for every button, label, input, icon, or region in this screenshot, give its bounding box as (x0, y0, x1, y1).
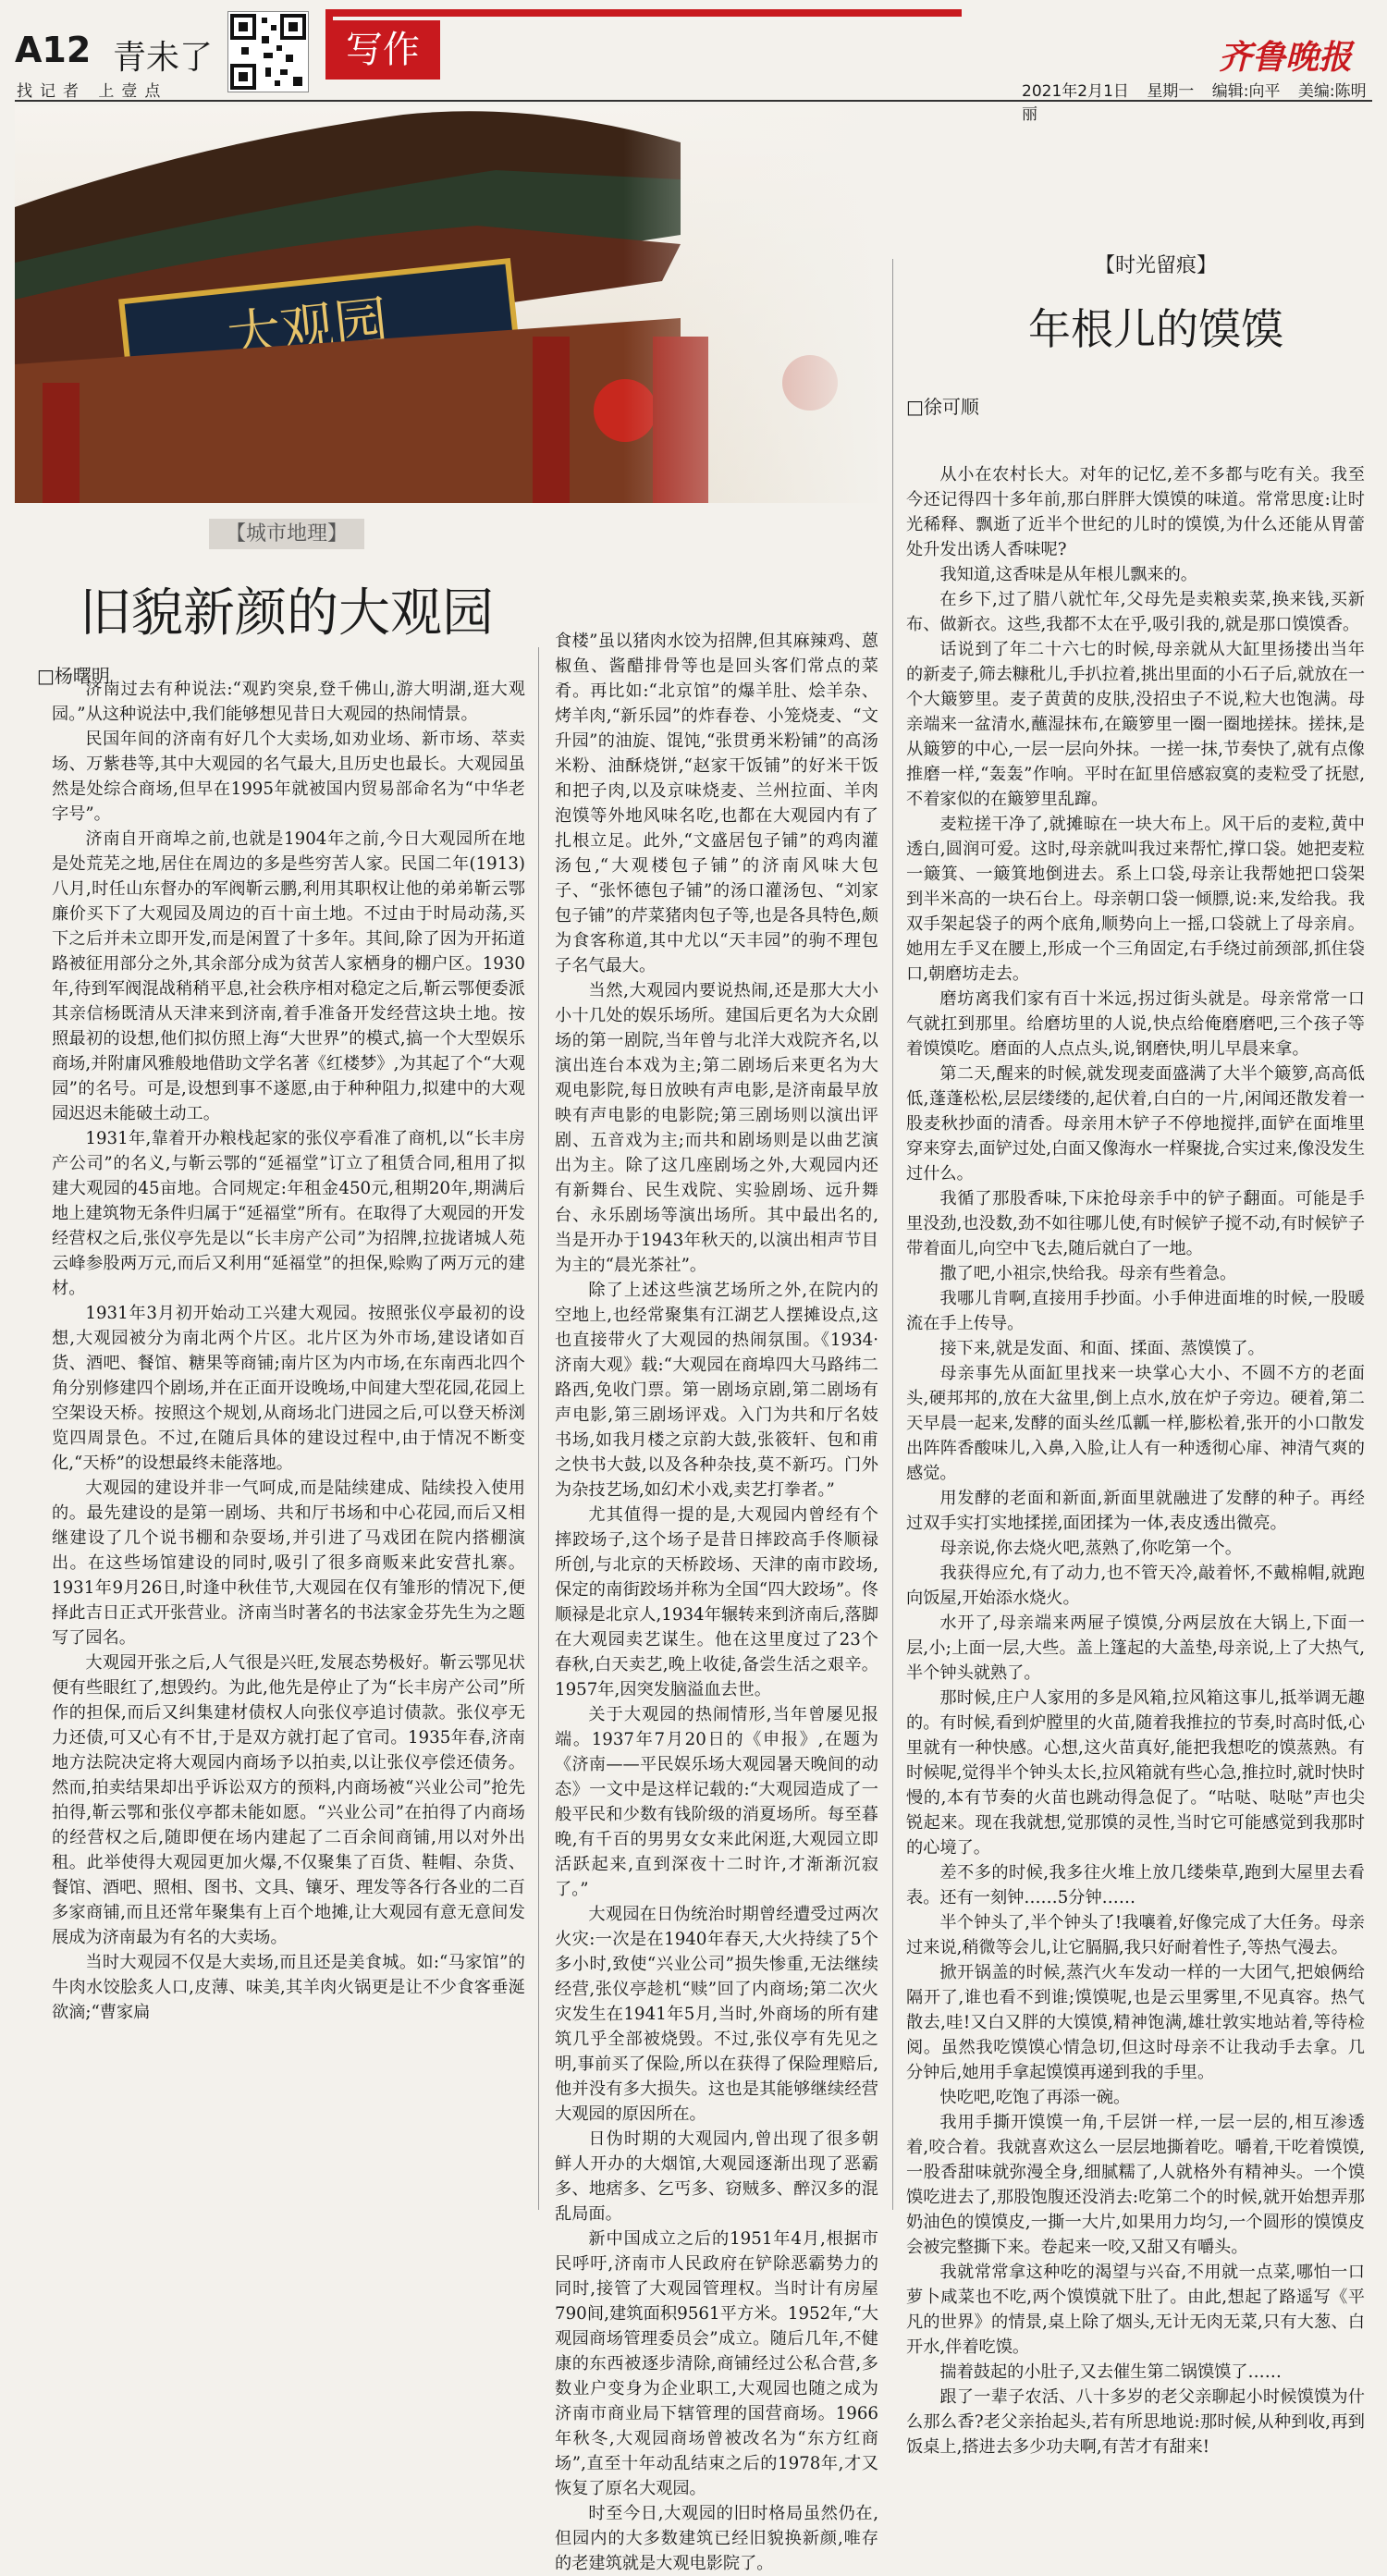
paragraph: 大观园的建设并非一气呵成,而是陆续建成、陆续投入使用的。最先建设的是第一剧场、共和厅书场和中心花园,而后又相继建设了几个说书棚和杂耍场,并引进了马戏团在院内搭棚演出。在这些场馆建设的同时,吸引了很多商贩来此安营扎寨。1931年9月26日,时逢中秋佳节,大观园在仅有雏形的情况下,便择此吉日正式开张营业。济南当时著名的书法家金芬先生为之题写了园名。 (52, 1478, 525, 1648)
left-article-column-2 (555, 629, 878, 2576)
left-kicker: 【城市地理】 (209, 519, 364, 549)
paragraph: 揣着鼓起的小肚子,又去催生第二锅馍馍了…… (939, 2362, 1282, 2382)
paragraph: 母亲事先从面缸里找来一块掌心大小、不圆不方的老面头,硬邦邦的,放在大盆里,倒上点水,放在炉子旁边。硬着,第二天早晨一起来,发酵的面头丝瓜瓤一样,膨松着,张开的小口散发出阵阵香酸味儿,入鼻,入脸,让人有一种透彻心扉、神清气爽的感觉。 (906, 1364, 1365, 1483)
right-kicker: 【时光留痕】 (1094, 254, 1217, 277)
paragraph: 在乡下,过了腊八就忙年,父母先是卖粮卖菜,换来钱,买新布、做新衣。这些,我都不太在乎,吸引我的,就是那口馍馍香。 (906, 590, 1365, 634)
paragraph: 半个钟头了,半个钟头了!我嚷着,好像完成了大任务。母亲过来说,稍微等会儿,让它膈膈,我只好耐着性子,等热气漫去。 (906, 1913, 1365, 1957)
paragraph: 除了上述这些演艺场所之外,在院内的空地上,也经常聚集有江湖艺人摆摊设点,这也直接带火了大观园的热闹氛围。《1934·济南大观》载:“大观园在商埠四大马路纬二路西,免收门票。第一剧场京剧,第二剧场有声电影,第三剧场评戏。入门为共和厅名妓书场,如我月楼之京韵大鼓,张筱轩、包和甫之快书大鼓,以及各种杂技,莫不新巧。门外为杂技艺场,如幻术小戏,卖艺打拳者。” (555, 1281, 878, 1500)
column-tag: 写作 (325, 20, 440, 80)
right-headline: 年根儿的馍馍 (1028, 304, 1283, 354)
paragraph: 我循了那股香味,下床抢母亲手中的铲子翻面。可能是手里没劲,也没数,劲不如往哪儿使,有时候铲子搅不动,有时候铲子带着面儿,向空中飞去,随后就白了一地。 (906, 1189, 1366, 1258)
daguanyuan-gate-photo (15, 105, 884, 503)
column-divider (892, 259, 893, 2210)
designer: 美编:陈明丽 (1022, 82, 1367, 124)
paragraph: 大观园在日伪统治时期曾经遭受过两次火灾:一次是在1940年春天,大火持续了5个多小时,致使“兴业公司”损失惨重,无法继续经营,张仪亭趁机“赎”回了内商场;第二次火灾发生在1941年5月,当时,外商场的所有建筑几乎全部被烧毁。不过,张仪亭有先见之明,事前买了保险,所以在获得了保险理赔后,他并没有多大损失。这也是其能够继续经营大观园的原因所在。 (555, 1905, 878, 2124)
paragraph: 民国年间的济南有好几个大卖场,如劝业场、新市场、萃卖场、万紫巷等,其中大观园的名气最大,且历史也最长。大观园虽然是处综合商场,但早在1995年就被国内贸易部命名为“中华老字号”。 (52, 730, 525, 824)
paragraph: 尤其值得一提的是,大观园内曾经有个摔跤场子,这个场子是昔日摔跤高手佟顺禄所创,与北京的天桥跤场、天津的南市跤场,保定的南街跤场并称为全国“四大跤场”。佟顺禄是北京人,1934年辗转来到济南后,落脚在大观园卖艺谋生。他在这里度过了23个春秋,白天卖艺,晚上收徒,备尝生活之艰辛。1957年,因突发脑溢血去世。 (555, 1505, 878, 1699)
left-article-column-1 (52, 677, 525, 2025)
paragraph: 食楼”虽以猪肉水饺为招牌,但其麻辣鸡、蒽椒鱼、酱醋排骨等也是回头客们常点的菜肴。再比如:“北京馆”的爆羊肚、烩羊杂、烤羊肉,“新乐园”的炸春卷、小笼烧麦、“文升园”的油旋、馄饨,“张贯勇米粉铺”的高汤米粉、油酥烧饼,“赵家干饭铺”的好米干饭和把子肉,以及京味烧麦、兰州拉面、羊肉泡馍等外地风味名吃,也都在大观园内有了扎根立足。此外,“文盛居包子铺”的鸡肉灌汤包,“大观楼包子铺”的济南风味大包子、“张怀德包子铺”的汤口灌汤包、“刘家包子铺”的芹菜猪肉包子等,也是各具特色,颇为食客称道,其中尤以“天丰园”的驹不理包子名气最大。 (555, 632, 878, 975)
paragraph: 话说到了年二十六七的时候,母亲就从大缸里扬搂出当年的新麦子,筛去糠秕儿,手扒拉着,挑出里面的小石子后,就放在一个大簸箩里。麦子黄黄的皮肤,没招虫子不说,粒大也饱满。母亲端来一盆清水,蘸湿抹布,在簸箩里一圈一圈地搓抹。搓抹,是从簸箩的中心,一层一层向外抹。一搓一抹,节奏快了,就有点像推磨一样,“轰轰”作响。平时在缸里倍感寂寞的麦粒受了抚慰,不着家似的在簸箩里乱蹿。 (906, 640, 1366, 809)
page-header (0, 0, 1387, 124)
paragraph: 水开了,母亲端来两屉子馍馍,分两层放在大锅上,下面一层,小;上面一层,大些。盖上篷起的大盖垫,母亲说,上了大热气,半个钟头就熟了。 (906, 1613, 1365, 1683)
paragraph: 大观园开张之后,人气很是兴旺,发展态势极好。靳云鄂见状便有些眼红了,想毁约。为此,他先是停止了为“长丰房产公司”所作的担保,而后又纠集建材债权人向张仪亭追讨债款。张仪亭无力还债,可又心有不甘,于是双方就打起了官司。1935年春,济南地方法院决定将大观园内商场予以拍卖,以让张仪亭偿还债务。然而,拍卖结果却出乎诉讼双方的预料,内商场被“兴业公司”抢先拍得,靳云鄂和张仪亭都未能如愿。“兴业公司”在拍得了内商场的经营权之后,随即便在场内建起了二百余间商铺,用以对外出租。此举使得大观园更加火爆,不仅聚集了百货、鞋帽、杂货、餐馆、酒吧、照相、图书、文具、镶牙、理发等各行各业的二百多家商铺,而且还常年聚集有上百个地摊,让大观园有意无意间发展成为济南最为有名的大卖场。 (52, 1653, 525, 1947)
left-headline: 旧貌新颜的大观园 (80, 583, 494, 644)
column-divider (538, 647, 539, 2210)
paragraph: 跟了一辈子农活、八十多岁的老父亲聊起小时候馍馍为什么那么香?老父亲抬起头,若有所思地说:那时候,从种到收,再到饭桌上,搭进去多少功夫啊,有苦才有甜来! (906, 2387, 1365, 2457)
paragraph: 快吃吧,吃饱了再添一碗。 (939, 2088, 1131, 2107)
paragraph: 1931年,靠着开办粮栈起家的张仪亭看准了商机,以“长丰房产公司”的名义,与靳云鄂的“延福堂”订立了租赁合同,租用了拟建大观园的45亩地。合同规定:年租金450元,租期20年,期满后地上建筑物无条件归属于“延福堂”所有。在取得了大观园的开发经营权之后,张仪亭先是以“长丰房产公司”为招牌,拉拢诸城人苑云峰参股两万元,而后又利用“延福堂”的担保,赊购了两万元的建材。 (52, 1129, 525, 1298)
paragraph: 当然,大观园内要说热闹,还是那大大小小十几处的娱乐场所。建国后更名为大众剧场的第一剧院,当年曾与北洋大戏院齐名,以演出连台本戏为主;第二剧场后来更名为大观电影院,每日放映有声电影,是济南最早放映有声电影的电影院;第三剧场则以演出评剧、五音戏为主;而共和剧场则是以曲艺演出为主。除了这几座剧场之外,大观园内还有新舞台、民生戏院、实验剧场、远升舞台、永乐剧场等演出场所。其中最出名的,当是开办于1943年秋天的,以演出相声节目为主的“晨光茶社”。 (555, 981, 878, 1275)
right-article-body (906, 462, 1365, 2459)
paragraph: 我就常常拿这种吃的渴望与兴奋,不用就一点菜,哪怕一口萝卜咸菜也不吃,两个馍馍就下肚了。由此,想起了路遥写《平凡的世界》的情景,桌上除了烟头,无计无肉无菜,只有大葱、白开水,伴着吃馍。 (906, 2263, 1365, 2357)
paragraph: 1931年3月初开始动工兴建大观园。按照张仪亭最初的设想,大观园被分为南北两个片区。北片区为外市场,建设诸如百货、酒吧、餐馆、糖果等商铺;南片区为内市场,在东南西北四个角分别修建四个剧场,并在正面开设晚场,中间建大型花园,花园上空架设天桥。按照这个规划,从商场北门进园之后,可以登天桥浏览四周景色。不过,在随后具体的建设过程中,由于情况不断变化,“天桥”的设想最终未能落地。 (52, 1304, 525, 1473)
slogan: 找记者 上壹点 (17, 82, 168, 101)
paragraph: 我知道,这香味是从年根儿飘来的。 (939, 565, 1197, 584)
paragraph: 当时大观园不仅是大卖场,而且还是美食城。如:“马家馆”的牛肉水饺脍炙人口,皮薄、味美,其羊肉火锅更是让不少食客垂涎欲滴;“曹家扁 (52, 1953, 525, 2022)
paragraph: 用发酵的老面和新面,新面里就融进了发酵的种子。再经过双手实打实地揉搓,面团揉为一体,表皮透出微亮。 (906, 1489, 1365, 1533)
paragraph: 日伪时期的大观园内,曾出现了很多朝鲜人开办的大烟馆,大观园逐渐出现了恶霸多、地痞多、乞丐多、窃贼多、醉汉多的混乱局面。 (555, 2129, 878, 2224)
paragraph: 撒了吧,小祖宗,快给我。母亲有些着急。 (939, 1264, 1237, 1283)
paragraph: 时至今日,大观园的旧时格局虽然仍在,但园内的大多数建筑已经旧貌换新颜,唯存的老建筑就是大观电影院了。 (555, 2504, 878, 2573)
paragraph: 接下来,就是发面、和面、揉面、蒸馍馍了。 (939, 1339, 1265, 1358)
issue-date: 2021年2月1日 (1022, 82, 1129, 101)
paragraph: 新中国成立之后的1951年4月,根据市民呼吁,济南市人民政府在铲除恶霸势力的同时,接管了大观园管理权。当时计有房屋790间,建筑面积9561平方米。1952年,“大观园商场管理委员会”成立。随后几年,不健康的东西被逐步清除,商铺经过公私合营,多数业户变身为企业职工,大观园也随之成为济南市商业局下辖管理的国营商场。1966年秋冬,大观园商场曾被改名为“东方红商场”,直至十年动乱结束之后的1978年,才又恢复了原名大观园。 (555, 2229, 878, 2498)
paragraph: 从小在农村长大。对年的记忆,差不多都与吃有关。我至今还记得四十多年前,那白胖胖大馍馍的味道。常常思度:让时光稀释、飘逝了近半个世纪的儿时的馍馍,为什么还能从胃蕾处升发出诱人香味呢? (906, 465, 1365, 559)
paragraph: 母亲说,你去烧火吧,蒸熟了,你吃第一个。 (939, 1539, 1242, 1558)
issue-weekday: 星期一 (1147, 82, 1195, 101)
right-byline: □徐可顺 (906, 396, 979, 418)
paragraph: 第二天,醒来的时候,就发现麦面盛满了大半个簸箩,高高低低,蓬蓬松松,层层缕缕的,起伏着,白白的一片,闲闻还散发着一股麦秋抄面的清香。母亲用木铲子不停地搅拌,面铲在面堆里穿来穿去,面铲过处,白面又像海水一样聚拢,合实过来,像没发生过什么。 (906, 1064, 1366, 1184)
left-article-header (37, 518, 536, 699)
left-byline: □杨曙明 (37, 665, 110, 687)
paragraph: 差不多的时候,我多往火堆上放几缕柴草,跑到大屋里去看表。还有一刻钟……5分钟…… (906, 1863, 1365, 1907)
paper-logo: 齐鲁晚报 (1218, 38, 1352, 77)
qr-code-icon (227, 11, 309, 92)
paragraph: 关于大观园的热闹情形,当年曾屡见报端。1937年7月20日的《申报》,在题为《济南——平民娱乐场大观园暑天晚间的动态》一文中是这样记载的:“大观园造成了一般平民和少数有钱阶级的消夏场所。每至暮晚,有千百的男男女女来此闲逛,大观园立即活跃起来,直到深夜十二时许,才渐渐沉寂了。” (555, 1705, 878, 1899)
paragraph: 我用手撕开馍馍一角,千层饼一样,一层一层的,相互渗透着,咬合着。我就喜欢这么一层层地撕着吃。嚼着,干吃着馍馍,一股香甜味就弥漫全身,细腻糯了,人就格外有精神头。一个馍馍吃进去了,那股饱腹还没消去:吃第二个的时候,就开始想弄那奶油色的馍馍皮,一撕一大片,如果用力均匀,一个圆形的馍馍皮会被完整撕下来。卷起来一咬,又甜又有嚼头。 (906, 2113, 1365, 2257)
page-number: A12 (15, 30, 92, 70)
paragraph: 磨坊离我们家有百十米远,拐过街头就是。母亲常常一口气就扛到那里。给磨坊里的人说,快点给俺磨磨吧,三个孩子等着馍馍吃。磨面的人点点头,说,钢磨快,明儿早晨来拿。 (906, 989, 1365, 1059)
paragraph: 麦粒搓干净了,就摊晾在一块大布上。风干后的麦粒,黄中透白,圆润可爱。这时,母亲就叫我过来帮忙,撑口袋。她把麦粒一簸箕、一簸箕地倒进去。系上口袋,母亲让我帮她把口袋架到半米高的一块石台上。母亲朝口袋一倾膘,说:来,发给我。我双手架起袋子的两个底角,顺势向上一摇,口袋就上了母亲肩。她用左手叉在腰上,形成一个三角固定,右手绕过前颈部,抓住袋口,朝磨坊走去。 (906, 815, 1365, 984)
paragraph: 我哪儿肯啊,直接用手抄面。小手伸进面堆的时候,一股暖流在手上传导。 (906, 1289, 1365, 1333)
paragraph: 济南自开商埠之前,也就是1904年之前,今日大观园所在地是处荒芜之地,居住在周边的多是些穷苦人家。民国二年(1913)八月,时任山东督办的军阀靳云鹏,利用其职权让他的弟弟靳云鄂廉价买下了大观园及周边的百十亩土地。不过由于时局动荡,买下之后并未立即开发,而是闲置了十多年。其间,除了因为开拓道路被征用部分之外,其余部分成为贫苦人家栖身的棚户区。1930年,待到军阀混战稍稍平息,社会秩序相对稳定之后,靳云鄂便委派其亲信杨既清从天津来到济南,着手准备开发经营这块土地。按照最初的设想,他们拟仿照上海“大世界”的模式,搞一个大型娱乐商场,并附庸风雅般地借助文学名著《红楼梦》,为其起了个“大观园”的名号。可是,设想到事不遂愿,由于种种阻力,拟建中的大观园迟迟未能破土动工。 (52, 829, 525, 1123)
editor: 编辑:向平 (1211, 82, 1281, 101)
paragraph: 那时候,庄户人家用的多是风箱,拉风箱这事儿,抵举调无趣的。有时候,看到炉膛里的火苗,随着我推拉的节奏,时高时低,心里就有一种快感。心想,这火苗真好,能把我想吃的馍蒸熟。有时候呢,觉得半个钟头太长,拉风箱就有些心急,推拉时,就时快时慢的,本有节奏的火苗也跳动得急促了。“咕哒、哒哒”声也尖锐起来。现在我就想,觉那馍的灵性,当时它可能感觉到我那时的心境了。 (906, 1688, 1366, 1858)
paragraph: 掀开锅盖的时候,蒸汽火车发动一样的一大团气,把娘俩给隔开了,谁也看不到谁;馍馍呢,也是云里雾里,不见真容。热气散去,哇!又白又胖的大馍馍,精神饱满,雄壮敦实地站着,等待检阅。虽然我吃馍馍心情急切,但这时母亲不让我动手去拿。几分钟后,她用手拿起馍馍再递到我的手里。 (906, 1963, 1365, 2082)
header-rule (15, 100, 1372, 102)
paragraph: 我获得应允,有了动力,也不管天冷,敲着怀,不戴棉帽,就跑向饭屋,开始添水烧火。 (906, 1564, 1365, 1608)
section-name: 青未了 (113, 39, 214, 77)
paragraph: 济南过去有种说法:“观趵突泉,登千佛山,游大明湖,逛大观园。”从这种说法中,我们能够想见昔日大观园的热闹情景。 (52, 680, 525, 724)
